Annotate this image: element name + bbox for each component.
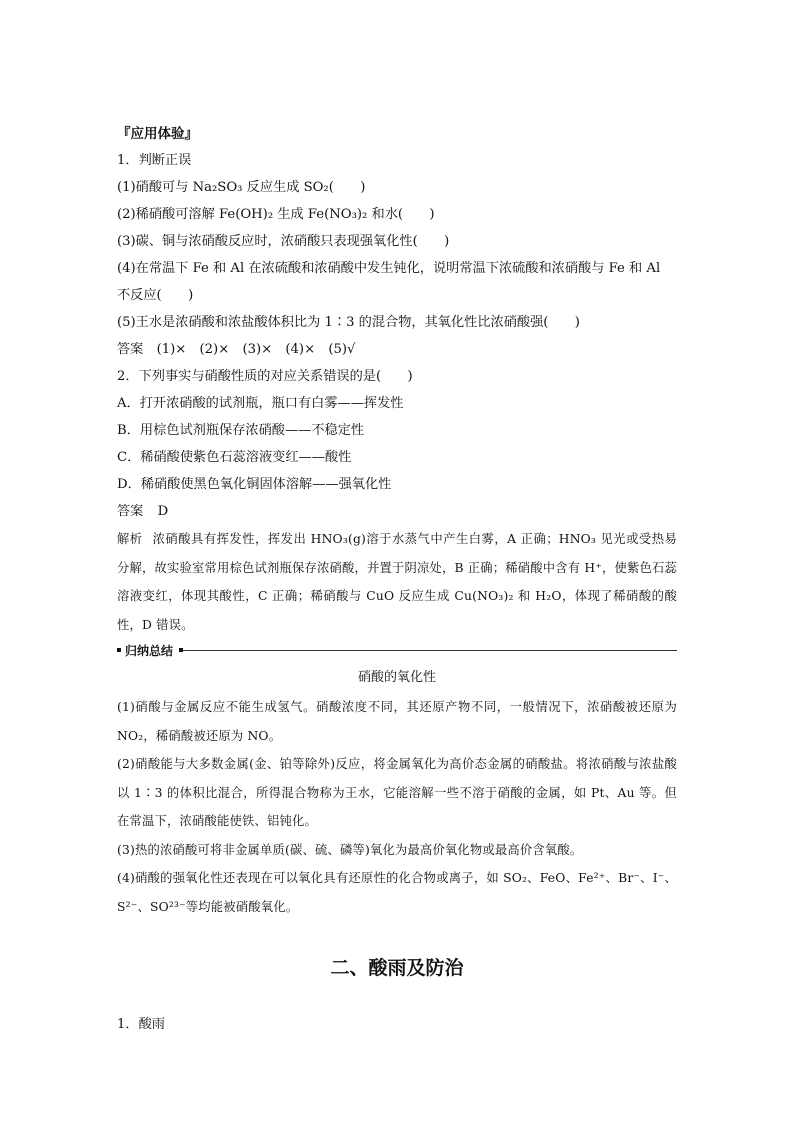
q1-item-4: (4)在常温下 Fe 和 Al 在浓硫酸和浓硝酸中发生钝化，说明常温下浓硫酸和浓硝酸与 Fe 和 Al (117, 261, 661, 276)
q1-item-1: (1)硝酸可与 Na₂SO₃ 反应生成 SO₂( ) (117, 180, 366, 195)
q1-answer-1: (1)× (156, 342, 187, 357)
section2-heading: 二、酸雨及防治 (330, 957, 464, 979)
q2-option-d: D．稀硝酸使黑色氧化铜固体溶解——强氧化性 (117, 477, 392, 492)
q1-item-2: (2)稀硝酸可溶解 Fe(OH)₂ 生成 Fe(NO₃)₂ 和水( ) (117, 207, 435, 222)
q2-title: 2．下列事实与硝酸性质的对应关系错误的是( ) (117, 369, 413, 384)
q1-answer (117, 336, 677, 363)
q2-analysis-label: 解析 (117, 532, 143, 546)
summary-divider (183, 650, 677, 651)
bullet-square-icon (117, 648, 121, 652)
q1-answer-label: 答案 (117, 342, 144, 357)
q1-answer-5: (5)√ (328, 342, 356, 357)
section2-item-1: 1．酸雨 (117, 1017, 165, 1032)
q2-answer (117, 498, 677, 525)
q2-answer-label: 答案 (117, 504, 144, 519)
section-header: 『应用体验』 (117, 126, 198, 142)
q1-answer-2: (2)× (199, 342, 230, 357)
q1-answer-4: (4)× (285, 342, 316, 357)
summary-title: 硝酸的氧化性 (357, 670, 436, 685)
q2-analysis-text: 浓硝酸具有挥发性，挥发出 HNO₃(g)溶于水蒸气中产生白雾，A 正确；HNO₃ 见光或受热易分解，故实验室常用棕色试剂瓶保存浓硝酸，并置于阴凉处，B 正确；稀硝酸中含有 H⁺，使紫色石蕊溶液变红，体现其酸性，C 正确；稀硝酸与 CuO 反应生成 Cu(NO₃)₂ 和 H₂O，体现了稀硝酸的酸性，D 错误。 (117, 532, 677, 632)
summary-bar-label: 归纳总结 (125, 643, 174, 658)
q1-item-4-cont: 不反应( ) (117, 288, 194, 303)
q2-option-c: C．稀硝酸使紫色石蕊溶液变红——酸性 (117, 450, 352, 465)
q1-item-5: (5)王水是浓硝酸和浓盐酸体积比为 1∶3 的混合物，其氧化性比浓硝酸强( ) (117, 315, 580, 330)
summary-paragraph-2: (2)硝酸能与大多数金属(金、铂等除外)反应，将金属氧化为高价态金属的硝酸盐。将浓硝酸与浓盐酸以 1∶3 的体积比混合，所得混合物称为王水，它能溶解一些不溶于硝酸的金属，如 Pt、Au 等。但在常温下，浓硝酸能使铁、铝钝化。 (117, 757, 677, 828)
summary-bar (117, 639, 677, 661)
summary-paragraph-3: (3)热的浓硝酸可将非金属单质(碳、硫、磷等)氧化为最高价氧化物或最高价含氧酸。 (117, 842, 583, 857)
q2-option-b: B．用棕色试剂瓶保存浓硝酸——不稳定性 (117, 423, 365, 438)
q1-item-3: (3)碳、铜与浓硝酸反应时，浓硝酸只表现强氧化性( ) (117, 234, 450, 249)
q2-analysis (117, 525, 677, 639)
summary-paragraph-1: (1)硝酸与金属反应不能生成氢气。硝酸浓度不同，其还原产物不同，一般情况下，浓硝酸被还原为 NO₂，稀硝酸被还原为 NO。 (117, 700, 677, 743)
summary-body (117, 693, 677, 921)
q2-answer-value: D (157, 504, 169, 519)
q2-option-a: A．打开浓硝酸的试剂瓶，瓶口有白雾——挥发性 (117, 396, 404, 411)
document-page (117, 121, 677, 1038)
q1-title: 1．判断正误 (117, 153, 192, 168)
q1-answer-3: (3)× (242, 342, 273, 357)
summary-paragraph-4: (4)硝酸的强氧化性还表现在可以氧化具有还原性的化合物或离子，如 SO₂、FeO、Fe²⁺、Br⁻、I⁻、S²⁻、SO²³⁻等均能被硝酸氧化。 (117, 871, 677, 914)
